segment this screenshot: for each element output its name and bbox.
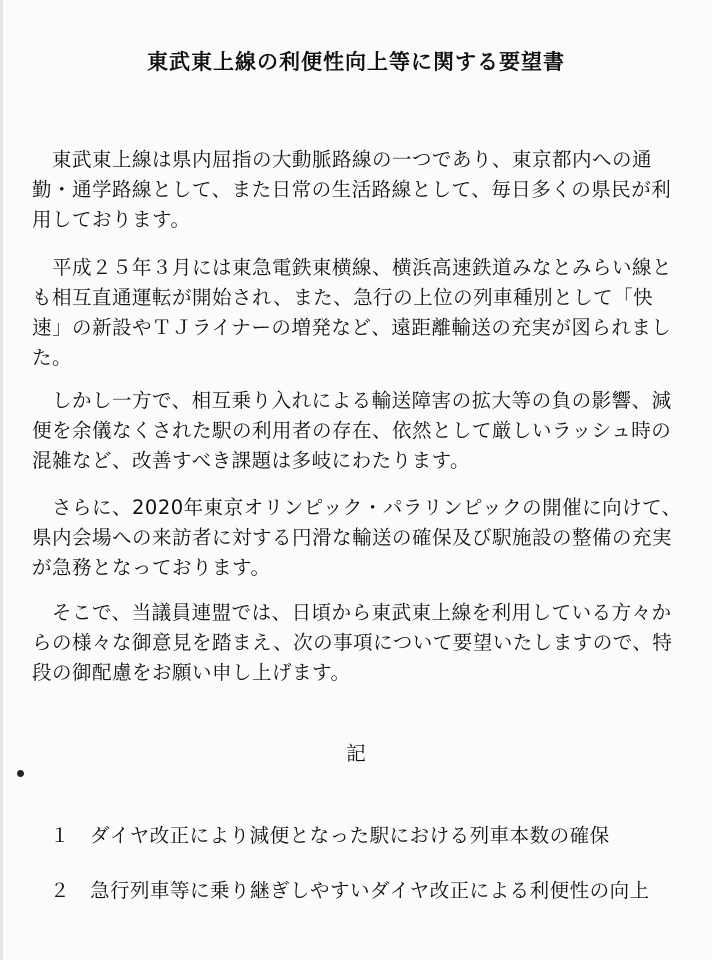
paragraph-4: さらに、2020年東京オリンピック・パラリンピックの開催に向けて、県内会場への来訪者に対する円滑な輸送の確保及び駅施設の整備の充実が急務となっております。 [32,496,682,579]
item-text: ダイヤ改正により減便となった駅における列車本数の確保 [90,824,610,847]
punch-hole-mark [17,770,24,777]
ki-heading: 記 [346,742,366,765]
request-item-2 [50,876,690,906]
document-title: 東武東上線の利便性向上等に関する要望書 [147,50,565,74]
item-number: １ [50,824,71,847]
paragraph-1: 東武東上線は県内屈指の大動脈路線の一つであり、東京都内への通勤・通学路線として、また日常の生活路線として、毎日多くの県民が利用しております。 [32,148,672,231]
paragraph-3: しかし一方で、相互乗り入れによる輸送障害の拡大等の負の影響、減便を余儀なくされた駅の利用者の存在、依然として厳しいラッシュ時の混雑など、改善すべき課題は多岐にわたります。 [32,389,672,472]
item-number: ２ [50,879,71,902]
request-item-1 [50,821,690,851]
page-edge [0,0,3,960]
paragraph-2: 平成２５年３月には東急電鉄東横線、横浜高速鉄道みなとみらい線とも相互直通運転が開始され、また、急行の上位の列車種別として「快速」の新設やＴＪライナーの増発など、遠距離輸送の充実が図られました。 [32,256,673,369]
item-text: 急行列車等に乗り継ぎしやすいダイヤ改正による利便性の向上 [90,879,650,902]
paragraph-5: そこで、当議員連盟では、日頃から東武東上線を利用している方々からの様々な御意見を踏まえ、次の事項について要望いたしますので、特段の御配慮をお願い申し上げます。 [32,601,673,684]
